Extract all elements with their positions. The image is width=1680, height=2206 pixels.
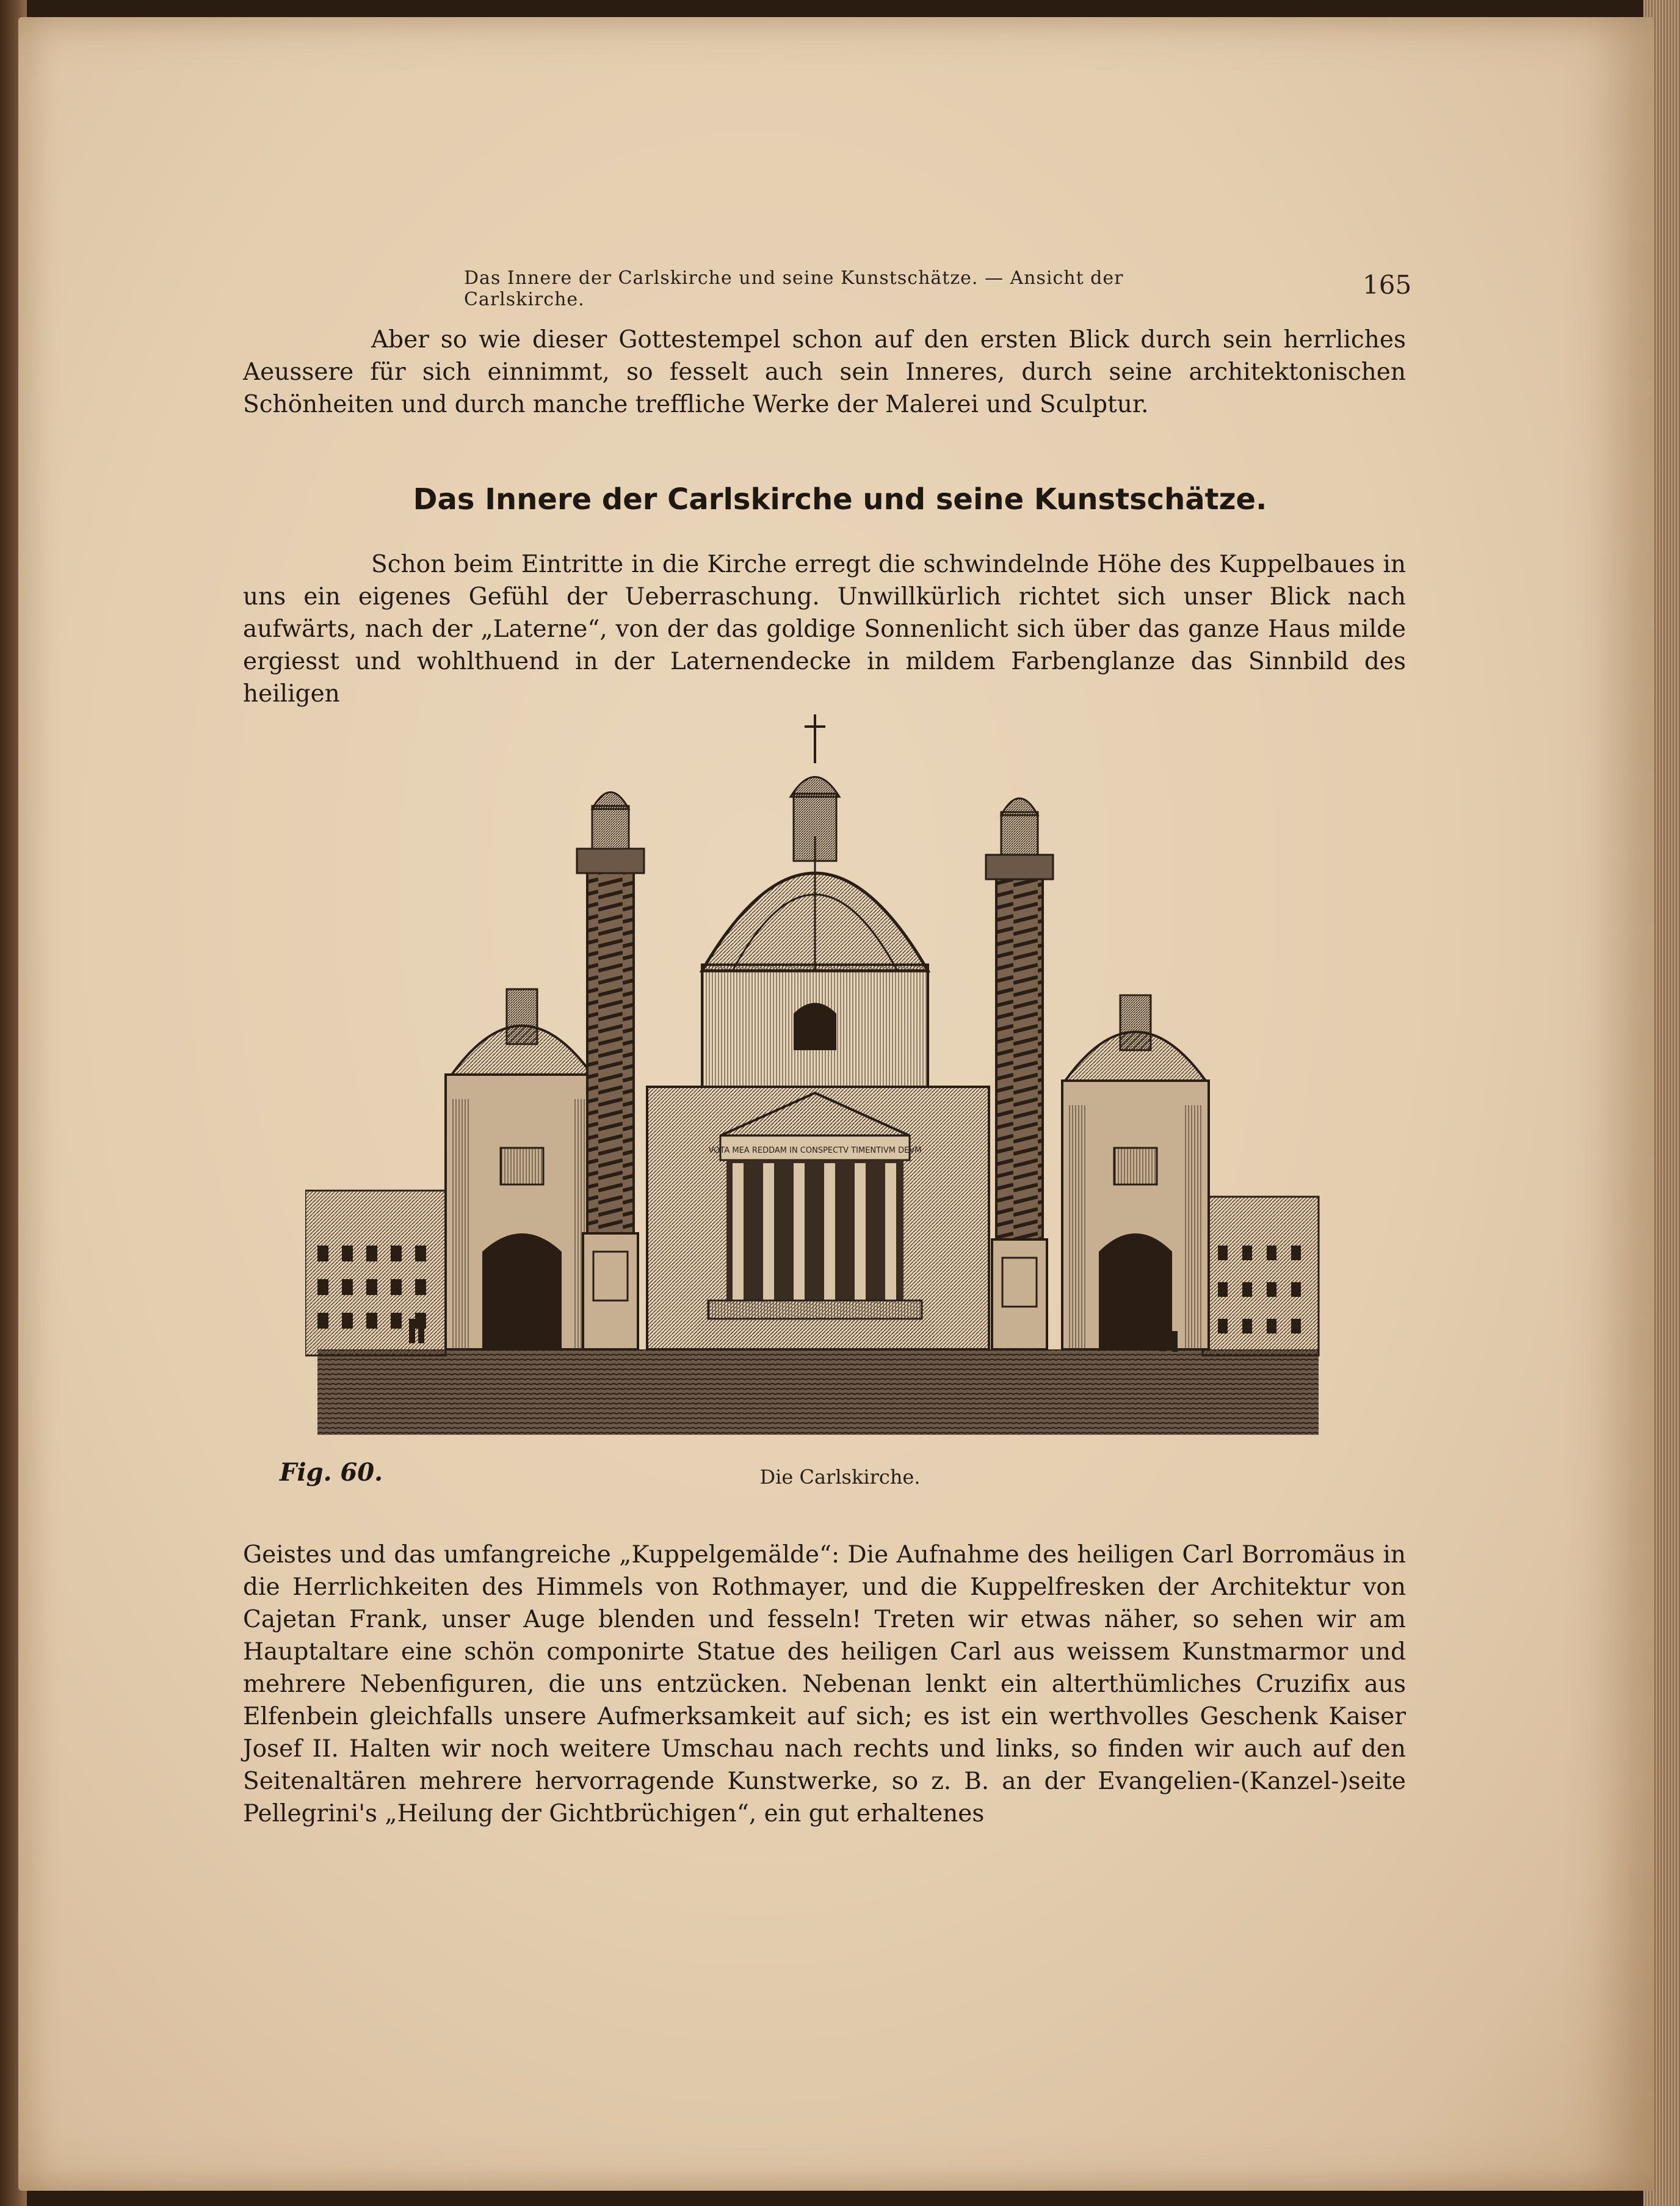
continuation-paragraph: Geistes und das umfangreiche „Kuppelgemälde“: Die Aufnahme des heiligen Carl Borromäus in die Herrlichkeiten des Himmels von Rothmayer, und die Kuppelfresken der Architektur von Cajetan Frank, unser Auge blenden und fesseln! Treten wir etwas näher, so sehen wir am Hauptaltare eine schön componirte Statue des heiligen Carl aus weissem Kunstmarmor und mehrere Nebenfiguren, die uns entzücken. Nebenan lenkt ein alterthümliches Cruzifix aus Elfenbein gleichfalls unsere Aufmerksamkeit auf sich; es ist ein werthvolles Geschenk Kaiser Josef II. Halten wir noch weitere Umschau nach rechts und links, so finden wir auch auf den Seitenaltären mehrere hervorragende Kunstwerke, so z. B. an der Evangelien-(Kanzel-)seite Pellegrini's „Heilung der Gichtbrüchigen“, ein gut erhaltenes xyxy=(243,1541,1406,1827)
left-houses xyxy=(305,1191,446,1355)
running-head: Das Innere der Carlskirche und seine Kunstschätze. — Ansicht der Carlskirche. xyxy=(464,267,1124,310)
figure-caption: Die Carlskirche. xyxy=(759,1465,921,1489)
section-paragraph: Schon beim Eintritte in die Kirche erregt die schwindelnde Höhe des Kuppelbaues in uns ein eigenes Gefühl der Ueberraschung. Unwillkürlich richtet sich unser Blick nach aufwärts, nach der „Laterne“, von der das goldige Sonnenlicht sich über das ganze Haus milde ergiesst und wohlthuend in der Laternendecke in mildem Farbenglanze das Sinnbild des heiligen xyxy=(243,551,1406,708)
ground-pavement xyxy=(317,1349,1319,1435)
portico-inscription: VOTA MEA REDDAM IN CONSPECTV TIMENTIVM DEVM xyxy=(708,1146,922,1155)
carlskirche-engraving xyxy=(305,708,1325,1435)
page-number: 165 xyxy=(1363,270,1412,300)
engraving-svg xyxy=(305,708,1325,1435)
portico xyxy=(696,1093,934,1349)
section-title: Das Innere der Carlskirche und seine Kunstschätze. xyxy=(413,482,1267,517)
figure-label: Fig. 60. xyxy=(280,1458,383,1487)
dome xyxy=(702,714,928,1087)
right-column xyxy=(986,799,1053,1350)
intro-paragraph: Aber so wie dieser Gottestempel schon auf den ersten Blick durch sein herrliches Aeussere für sich einnimmt, so fesselt auch sein Inneres, durch seine architektonischen Schönheiten und durch manche treffliche Werke der Malerei und Sculptur. xyxy=(243,326,1406,418)
left-column xyxy=(577,793,644,1350)
right-pavilion xyxy=(1062,995,1209,1349)
left-pavilion xyxy=(446,989,598,1349)
